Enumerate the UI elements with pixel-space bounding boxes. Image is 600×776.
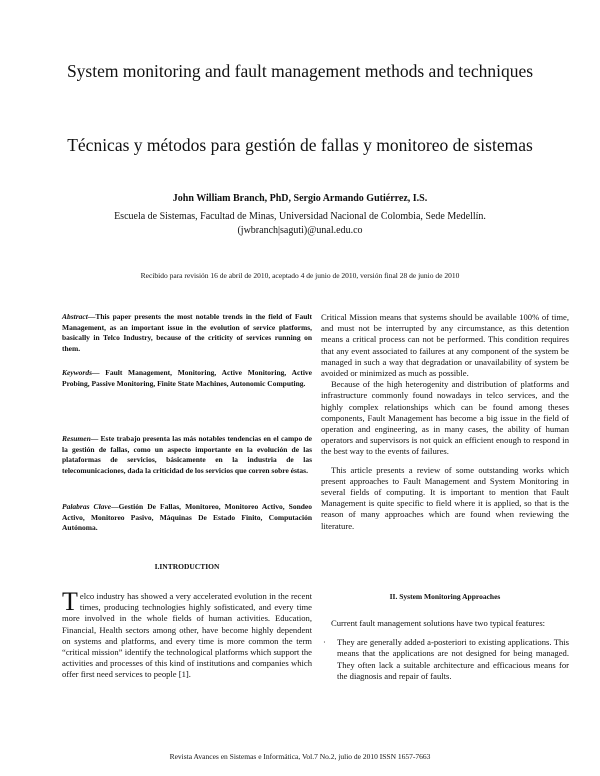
right-paragraph-3: This article presents a review of some outstanding works which present approaches to Fault Management and System Monitoring in several fields of computing. It is important to mention that Fault Management is quite specific to field where it is applied, so that is the reason of many approaches which are found when reviewing the literature. — [321, 464, 569, 531]
authors: John William Branch, PhD, Sergio Armando Gutiérrez, I.S. — [172, 193, 428, 204]
intro-section — [62, 587, 312, 681]
right-paragraph-1: Critical Mission means that systems should be available 100% of time, and must not be interrupted by any circumstance, as this detention means a critical process can not be performed. This condition requires that any event associated to failures at any component of the system be managed in such a way that degradation or unavailability of system be avoided or minimized as much as possible. — [321, 312, 569, 379]
resumen-text: — Este trabajo presenta las más notables tendencias en el campo de la gestión de fallas, como un aspecto importante en la evolución de las plataformas de servicios, básicamente en la industria de las telecomunicaciones, dada la criticidad de los servicios que corren sobre éstas. — [62, 434, 312, 475]
title-english: System monitoring and fault management methods and techniques — [66, 61, 534, 81]
keywords-label: Keywords — [62, 368, 92, 377]
received-dates: Recibido para revisión 16 de abril de 2010, aceptado 4 de junio de 2010, versión final 28 de junio de 2010 — [140, 271, 460, 280]
abstract-text: —This paper presents the most notable trends in the field of Fault Management, as an important issue in the evolution of service platforms, basically in Telco Industry, because of the criticity of services running on them. — [62, 312, 312, 353]
palabras-clave — [62, 502, 312, 534]
keywords-text: — Fault Management, Monitoring, Active Monitoring, Active Probing, Passive Monitoring, Finite State Machines, Autonomic Computing. — [62, 368, 312, 388]
abstract — [62, 312, 312, 354]
section2-paragraph-1: Current fault management solutions have two typical features: — [331, 618, 546, 628]
intro-paragraph — [62, 587, 312, 681]
resumen — [62, 434, 312, 476]
palabras-label: Palabras Clave — [62, 502, 112, 511]
resumen-label: Resumen — [62, 434, 91, 443]
bullet-text: They are generally added a-posteriori to existing applications. This means that the applications are not designed for being managed. They often lack a suitable architecture and efficacious means for the diagnosis and repair of faults. — [337, 637, 569, 681]
palabras-text: —Gestión De Fallas, Monitoreo, Monitoreo Activo, Sondeo Activo, Monitoreo Pasivo, Máquinas De Estado Finito, Computación Autónoma. — [62, 502, 312, 532]
affiliation-block — [60, 210, 540, 238]
intro-heading: I.INTRODUCTION — [154, 562, 220, 571]
bullet-mark: · — [323, 637, 326, 648]
intro-dropcap: T — [62, 587, 78, 616]
right-paragraph-2: Because of the high heterogenity and distribution of platforms and infrastructure commonly found nowadays in telco services, and the highly complex relationships which can be found among theses components, Fault Management has become a big issue in the field of operation and engineering, as in many cases, the ability of human operators and supervisors is not quick an efficient enough to respond in the best way to the events of failures. — [321, 379, 569, 457]
section2-body — [321, 618, 569, 682]
right-column — [321, 312, 569, 532]
affiliation: Escuela de Sistemas, Facultad de Minas, Universidad Nacional de Colombia, Sede Medellín. — [114, 211, 486, 222]
title-spanish: Técnicas y métodos para gestión de fallas y monitoreo de sistemas — [67, 135, 533, 155]
abstract-label: Abstract — [62, 312, 88, 321]
intro-text: elco industry has showed a very accelerated evolution in the recent times, producing technologies highly sofisticated, and every time more involved in the whole fields of human activities. Education, Financial, Health sectors among other, have become highly dependent on systems and platforms, and every time is more common the term “critical mission” identify the technological platforms which support the activities and processes of this kind of institutions and companies which offer first need services to people [1]. — [62, 591, 312, 680]
journal-footer: Revista Avances en Sistemas e Informática, Vol.7 No.2, julio de 2010 ISSN 1657-7663 — [169, 752, 431, 761]
email: (jwbranch|saguti)@unal.edu.co — [237, 225, 363, 236]
bullet-item-1 — [321, 637, 569, 682]
section2-heading: II. System Monitoring Approaches — [389, 592, 501, 601]
keywords — [62, 368, 312, 389]
